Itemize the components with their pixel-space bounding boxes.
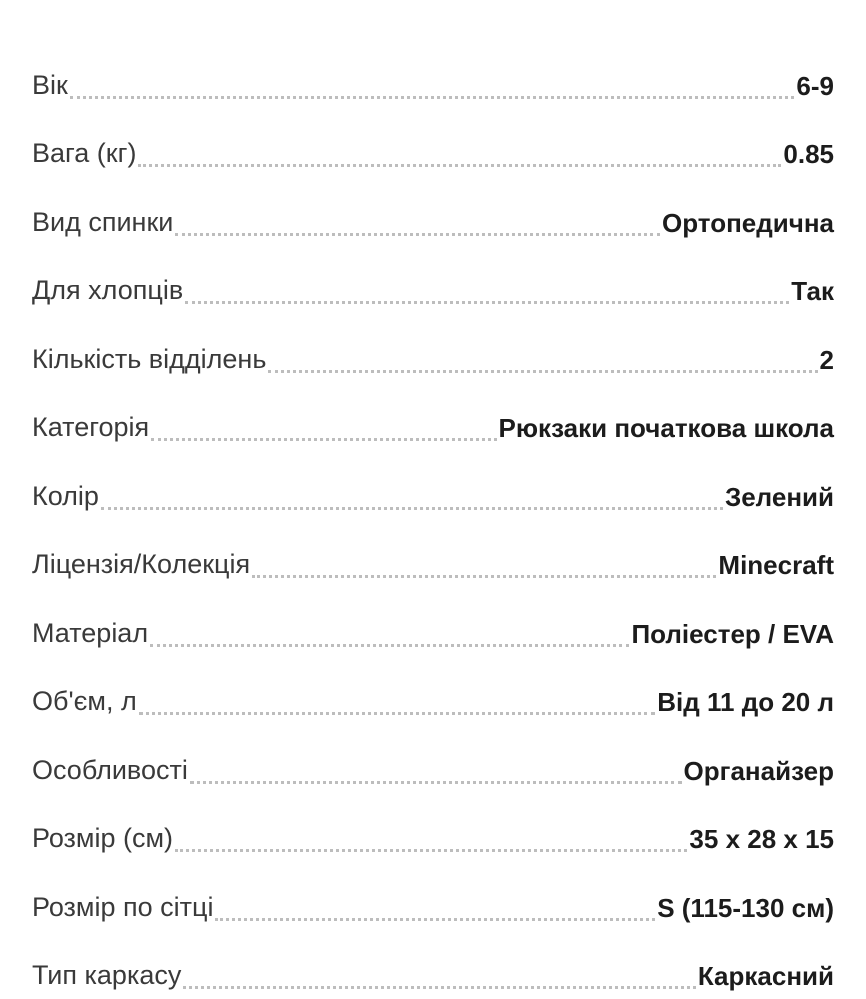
spec-value: Органайзер	[683, 755, 834, 786]
spec-label: Розмір (см)	[32, 823, 174, 853]
spec-row-frame-type	[32, 923, 834, 992]
dot-leader	[70, 96, 795, 99]
spec-row-features	[32, 717, 834, 786]
spec-label: Особливості	[32, 754, 188, 785]
spec-row-volume	[32, 649, 834, 718]
dot-leader	[190, 781, 682, 784]
spec-row-age	[32, 32, 834, 101]
spec-value: Від 11 до 20 л	[657, 687, 834, 717]
product-specs-list	[32, 32, 834, 991]
dot-leader	[252, 575, 716, 578]
spec-label: Тип каркасу	[32, 960, 182, 990]
spec-row-license	[32, 512, 834, 581]
spec-value: S (115-130 см)	[657, 892, 834, 923]
dot-leader	[183, 986, 695, 989]
spec-value: Рюкзаки початкова школа	[498, 413, 834, 443]
spec-row-material	[32, 580, 834, 649]
spec-row-compartments	[32, 306, 834, 375]
spec-row-category	[32, 375, 834, 444]
dot-leader	[101, 507, 723, 510]
spec-row-color	[32, 443, 834, 512]
spec-label: Матеріал	[32, 617, 149, 648]
spec-row-grid-size	[32, 854, 834, 923]
dot-leader	[268, 370, 817, 373]
dot-leader	[139, 712, 656, 715]
spec-value: 6-9	[796, 70, 834, 101]
spec-value: Minecraft	[718, 550, 834, 580]
spec-row-weight	[32, 101, 834, 170]
spec-value: 35 x 28 x 15	[689, 824, 834, 854]
spec-value: Ортопедична	[662, 207, 834, 238]
spec-row-back-type	[32, 169, 834, 238]
dot-leader	[138, 164, 781, 167]
spec-label: Вага (кг)	[32, 138, 137, 168]
spec-row-size	[32, 786, 834, 855]
spec-label: Об'єм, л	[32, 686, 137, 716]
spec-label: Категорія	[32, 412, 150, 442]
spec-row-for-boys	[32, 238, 834, 307]
spec-value: Каркасний	[697, 961, 834, 991]
spec-label: Для хлопців	[32, 275, 184, 305]
dot-leader	[151, 438, 496, 441]
dot-leader	[185, 301, 789, 304]
spec-value: Зелений	[724, 481, 834, 512]
spec-label: Ліцензія/Колекція	[32, 549, 251, 579]
spec-label: Вік	[32, 69, 68, 100]
dot-leader	[175, 849, 687, 852]
spec-label: Кількість відділень	[32, 343, 267, 374]
spec-value: 2	[819, 344, 834, 375]
spec-label: Вид спинки	[32, 206, 174, 237]
spec-value: Поліестер / EVA	[631, 618, 834, 649]
dot-leader	[215, 918, 655, 921]
dot-leader	[175, 233, 660, 236]
spec-value: 0.85	[783, 139, 834, 169]
spec-label: Розмір по сітці	[32, 891, 214, 922]
spec-value: Так	[791, 276, 834, 306]
dot-leader	[150, 644, 629, 647]
spec-label: Колір	[32, 480, 99, 511]
